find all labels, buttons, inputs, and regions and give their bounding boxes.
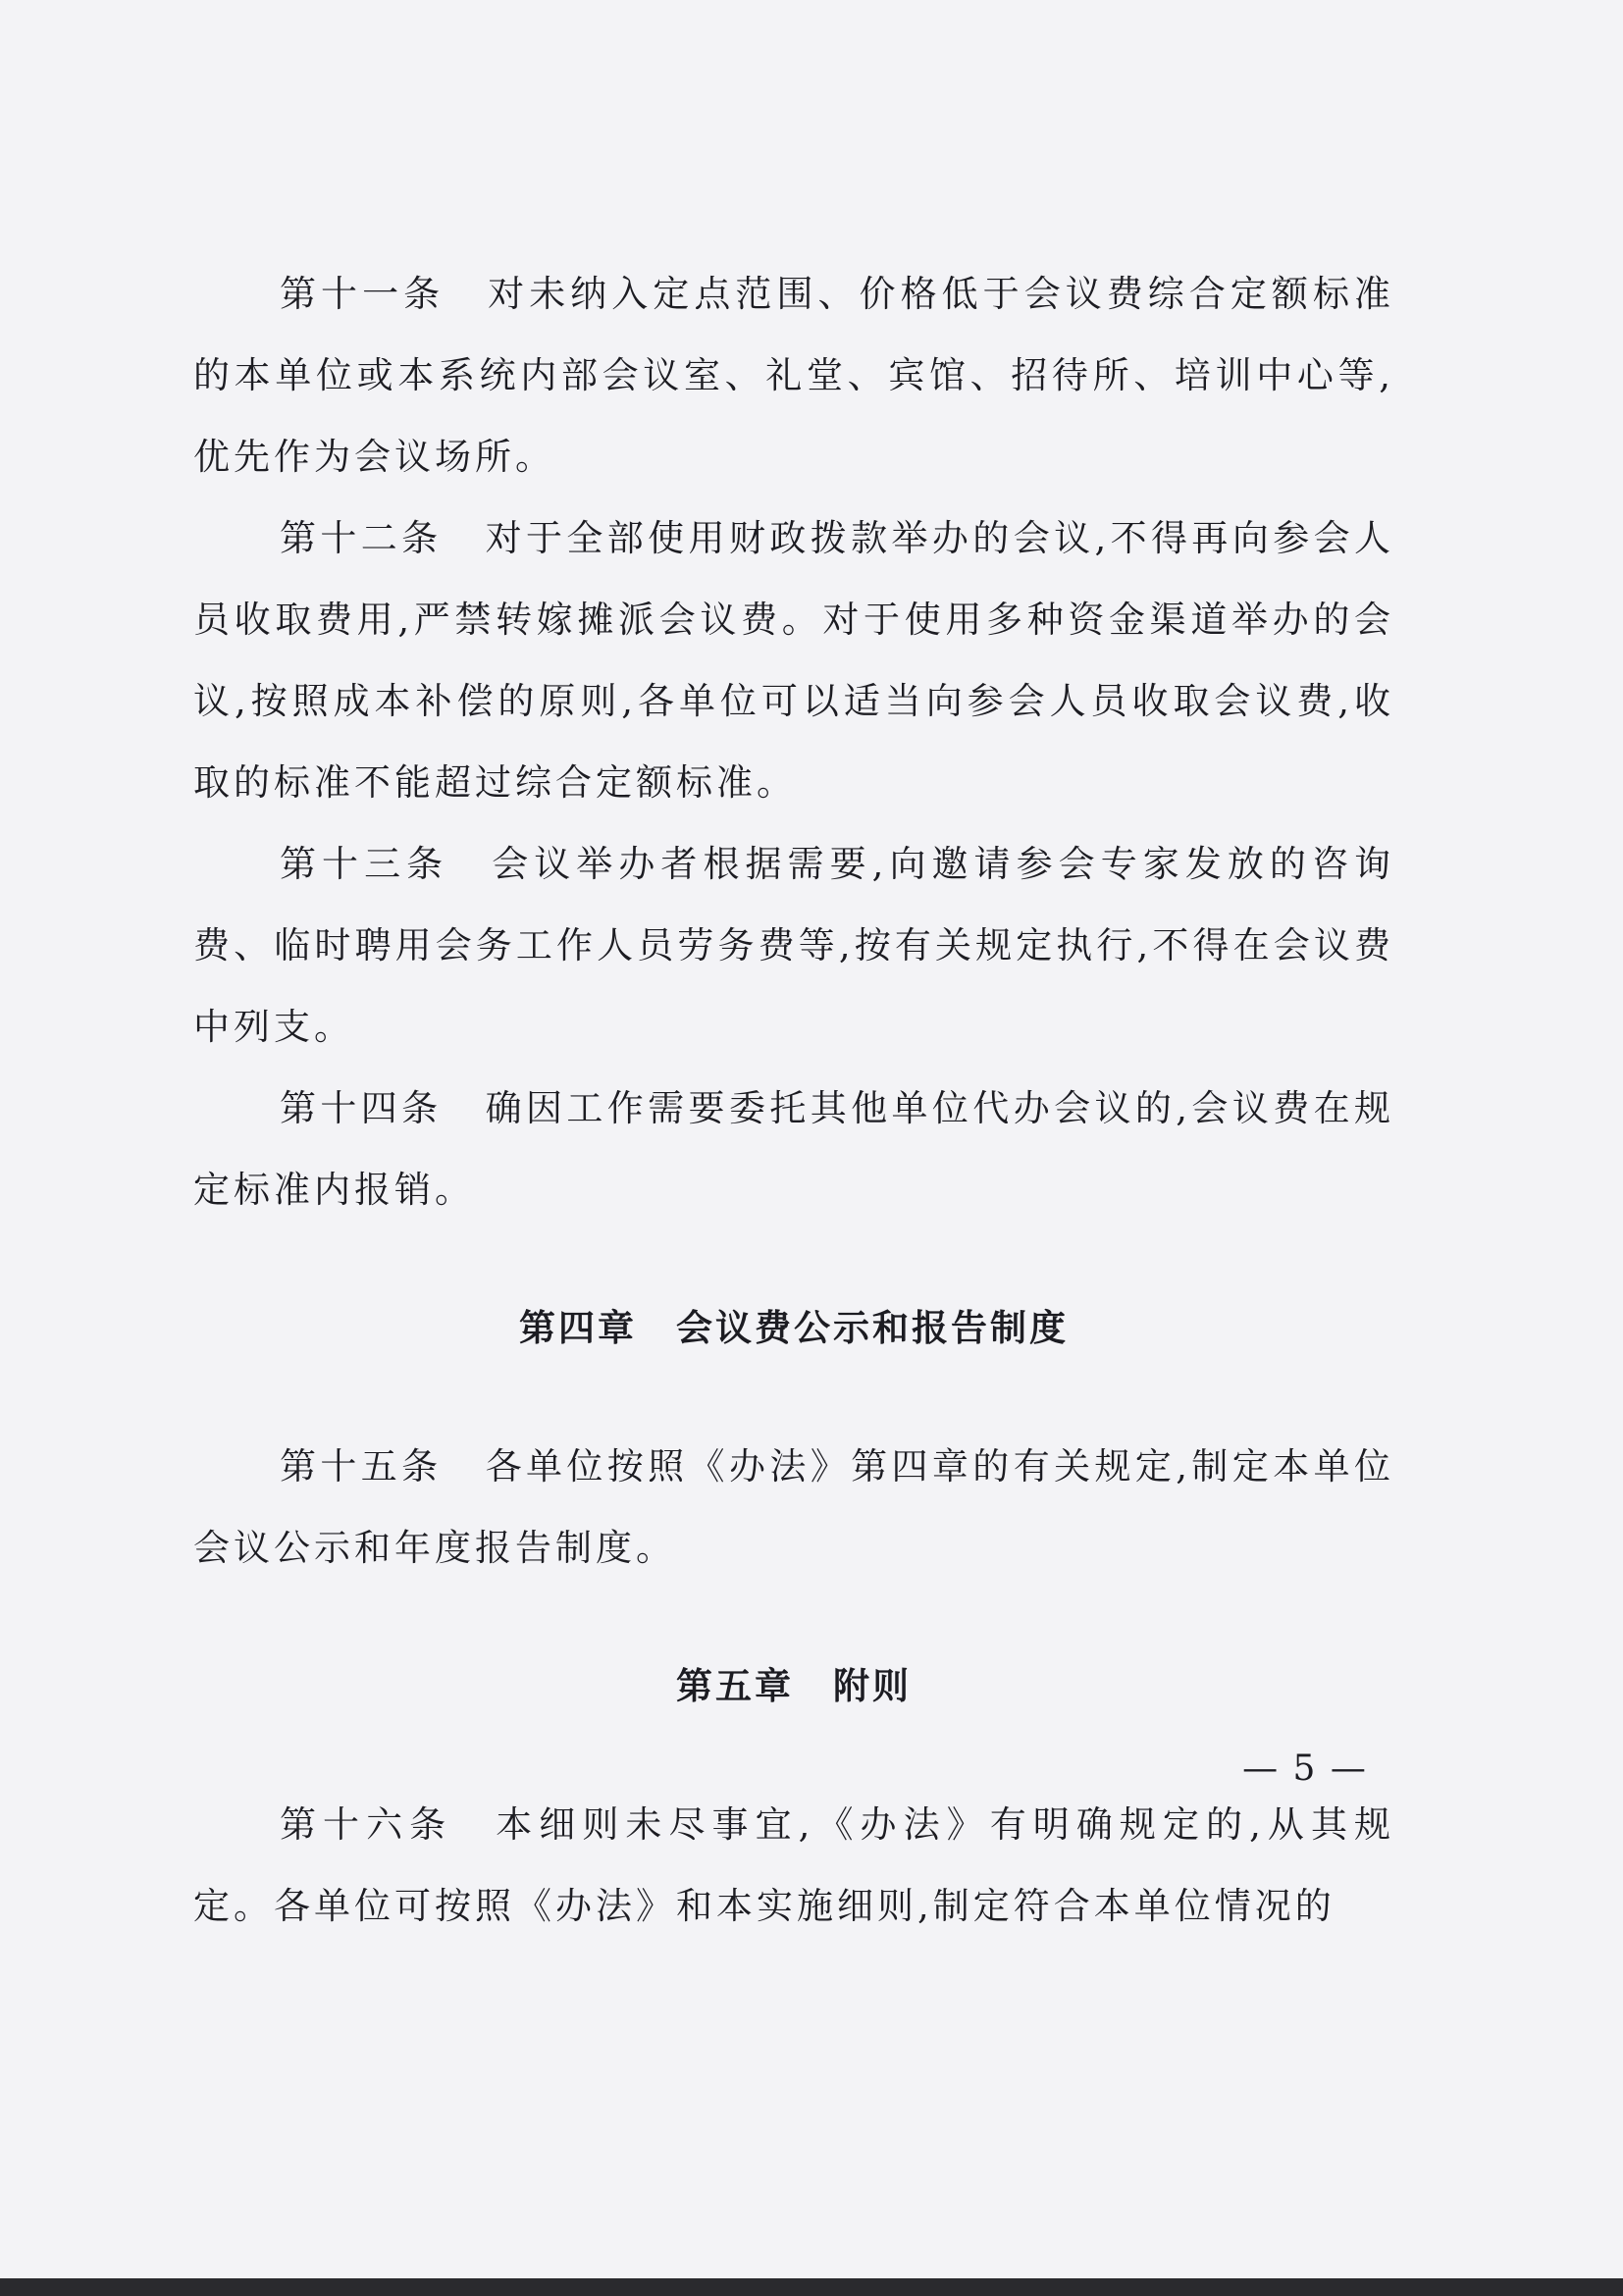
article-text: 对未纳入定点范围、价格低于会议费综合定额标准的本单位或本系统内部会议室、礼堂、宾馆、招待所、培训中心等,优先作为会议场所。 bbox=[193, 273, 1395, 478]
chapter-4-heading bbox=[193, 1287, 1394, 1369]
article-number: 第十三条 bbox=[280, 843, 449, 885]
article-text: 本细则未尽事宜,《办法》有明确规定的,从其规定。各单位可按照《办法》和本实施细则,制定符合本单位情况的 bbox=[193, 1803, 1395, 1927]
article-number: 第十四条 bbox=[280, 1087, 443, 1129]
article-14 bbox=[193, 1068, 1394, 1230]
spacer bbox=[193, 1230, 1394, 1287]
article-text: 各单位按照《办法》第四章的有关规定,制定本单位会议公示和年度报告制度。 bbox=[193, 1445, 1394, 1569]
article-text: 确因工作需要委托其他单位代办会议的,会议费在规定标准内报销。 bbox=[193, 1087, 1394, 1211]
page-number: — 5 — bbox=[1242, 1748, 1368, 1789]
spacer bbox=[193, 1589, 1394, 1645]
article-number: 第十二条 bbox=[280, 517, 443, 559]
chapter-number: 第五章 bbox=[676, 1665, 794, 1707]
article-number: 第十五条 bbox=[280, 1445, 443, 1487]
article-12 bbox=[193, 497, 1394, 823]
article-number: 第十一条 bbox=[280, 273, 445, 315]
article-11 bbox=[193, 253, 1394, 497]
chapter-title: 附则 bbox=[833, 1665, 912, 1707]
scan-bottom-edge bbox=[0, 2278, 1623, 2296]
spacer bbox=[193, 1727, 1394, 1784]
article-text: 对于全部使用财政拨款举办的会议,不得再向参会人员收取费用,严禁转嫁摊派会议费。对于使用多种资金渠道举办的会议,按照成本补偿的原则,各单位可以适当向参会人员收取会议费,收取的标准不能超过综合定额标准。 bbox=[193, 517, 1394, 804]
chapter-number: 第四章 bbox=[519, 1307, 637, 1349]
chapter-title: 会议费公示和报告制度 bbox=[676, 1307, 1069, 1349]
article-13 bbox=[193, 823, 1394, 1068]
spacer bbox=[193, 1369, 1394, 1426]
document-body bbox=[193, 253, 1394, 1947]
chapter-5-heading bbox=[193, 1645, 1394, 1727]
article-15 bbox=[193, 1426, 1394, 1589]
article-16 bbox=[193, 1784, 1394, 1947]
article-number: 第十六条 bbox=[280, 1803, 453, 1846]
article-text: 会议举办者根据需要,向邀请参会专家发放的咨询费、临时聘用会务工作人员劳务费等,按有关规定执行,不得在会议费中列支。 bbox=[193, 843, 1394, 1048]
